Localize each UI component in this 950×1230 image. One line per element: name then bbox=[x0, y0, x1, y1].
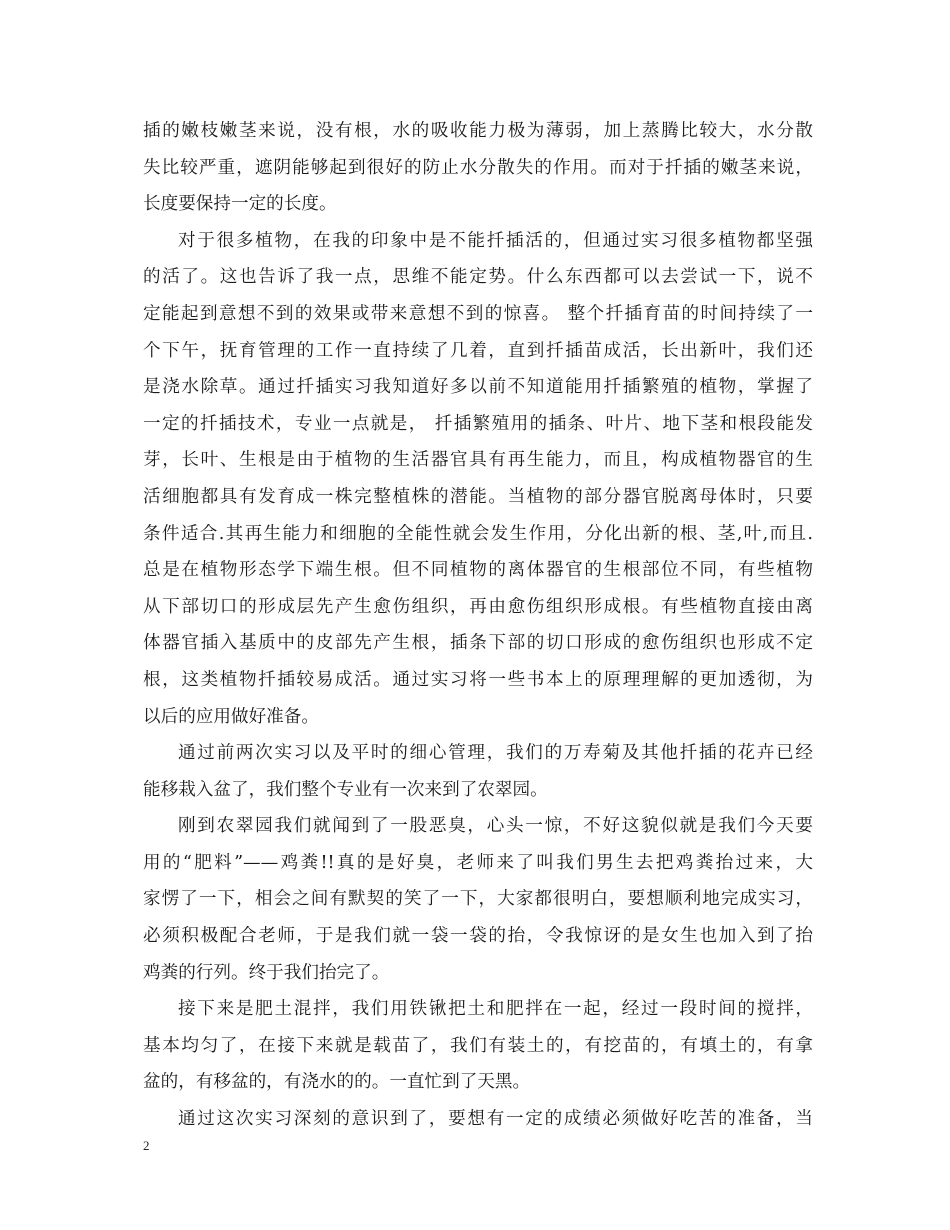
text-line: 用的“肥料”——鸡粪!!真的是好臭，老师来了叫我们男生去把鸡粪抬过来，大 bbox=[143, 852, 813, 873]
text-line: 失比较严重，遮阴能够起到很好的防止水分散失的作用。而对于扦插的嫩茎来说， bbox=[143, 157, 813, 178]
text-line: 插的嫩枝嫩茎来说，没有根，水的吸收能力极为薄弱，加上蒸腾比较大，水分散 bbox=[143, 121, 813, 141]
text-line: 以后的应用做好准备。 bbox=[143, 706, 319, 727]
text-line: 盆的，有移盆的，有浇水的的。一直忙到了天黑。 bbox=[143, 1072, 531, 1093]
text-line: 鸡粪的行列。终于我们抬完了。 bbox=[143, 962, 390, 983]
text-line: 根，这类植物扦插较易成活。通过实习将一些书本上的原理理解的更加透彻，为 bbox=[143, 669, 813, 690]
text-line: 通过前两次实习以及平时的细心管理，我们的万寿菊及其他扦插的花卉已经 bbox=[178, 743, 813, 764]
body-text bbox=[143, 113, 813, 1138]
text-line: 对于很多植物，在我的印象中是不能扦插活的，但通过实习很多植物都坚强 bbox=[178, 230, 813, 251]
text-line: 刚到农翠园我们就闻到了一股恶臭，心头一惊，不好这貌似就是我们今天要 bbox=[178, 816, 813, 837]
text-line: 条件适合.其再生能力和细胞的全能性就会发生作用，分化出新的根、茎,叶,而且. bbox=[143, 523, 813, 544]
text-line: 家愣了一下，相会之间有默契的笑了一下，大家都很明白，要想顺利地完成实习， bbox=[143, 889, 813, 910]
text-line: 长度要保持一定的长度。 bbox=[143, 194, 337, 215]
text-line: 通过这次实习深刻的意识到了，要想有一定的成绩必须做好吃苦的准备，当 bbox=[178, 1109, 813, 1130]
text-line: 一定的扦插技术，专业一点就是， 扦插繁殖用的插条、叶片、地下茎和根段能发 bbox=[143, 413, 813, 434]
text-line: 是浇水除草。通过扦插实习我知道好多以前不知道能用扦插繁殖的植物，掌握了 bbox=[143, 377, 813, 398]
text-line: 的活了。这也告诉了我一点，思维不能定势。什么东西都可以去尝试一下，说不 bbox=[143, 267, 813, 288]
text-line: 能移栽入盆了，我们整个专业有一次来到了农翠园。 bbox=[143, 779, 548, 800]
page-number: 2 bbox=[143, 1138, 150, 1153]
text-line: 定能起到意想不到的效果或带来意想不到的惊喜。 整个扦插育苗的时间持续了一 bbox=[143, 303, 813, 324]
text-line: 活细胞都具有发育成一株完整植株的潜能。当植物的部分器官脱离母体时，只要 bbox=[143, 486, 813, 507]
text-line: 芽，长叶、生根是由于植物的生活器官具有再生能力，而且，构成植物器官的生 bbox=[143, 450, 813, 471]
text-line: 基本均匀了，在接下来就是载苗了，我们有装土的，有挖苗的，有填土的，有拿 bbox=[143, 1035, 813, 1056]
text-line: 接下来是肥土混拌，我们用铁锹把土和肥拌在一起，经过一段时间的搅拌， bbox=[178, 999, 813, 1020]
text-line: 个下午，抚育管理的工作一直持续了几着，直到扦插苗成活，长出新叶，我们还 bbox=[143, 340, 813, 361]
text-line: 体器官插入基质中的皮部先产生根，插条下部的切口形成的愈伤组织也形成不定 bbox=[143, 633, 813, 654]
text-line: 必须积极配合老师，于是我们就一袋一袋的抬，令我惊讶的是女生也加入到了抬 bbox=[143, 926, 813, 947]
text-line: 从下部切口的形成层先产生愈伤组织，再由愈伤组织形成根。有些植物直接由离 bbox=[143, 596, 813, 617]
text-line: 总是在植物形态学下端生根。但不同植物的离体器官的生根部位不同，有些植物 bbox=[143, 560, 813, 581]
